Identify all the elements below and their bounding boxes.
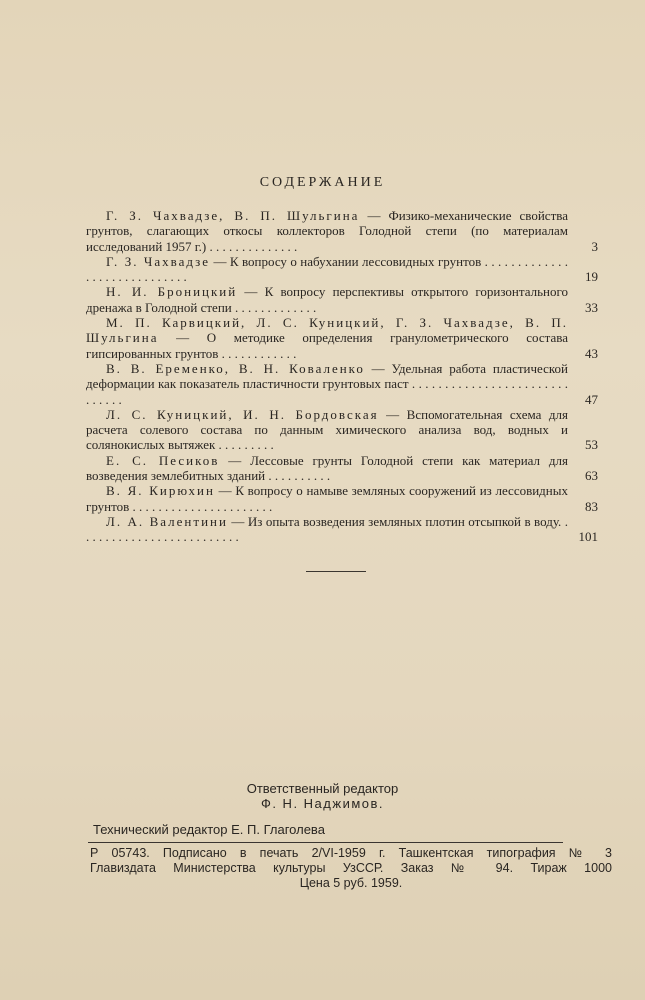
- toc-entry-page: 3: [591, 238, 598, 254]
- page-title: СОДЕРЖАНИЕ: [259, 175, 386, 190]
- toc-entry-authors: В. Я. Кирюхин: [106, 483, 215, 499]
- toc-entry-authors: Е. С. Песиков: [106, 452, 220, 468]
- toc-entry-page: 101: [578, 529, 598, 545]
- toc-entry-text: [86, 483, 568, 514]
- toc-entry-title: — Удельная работа пластической деформации как показатель пластичности грунтовых паст . . . . . . . . . . . . . . . . . . . . . . . . . . . . . .: [86, 360, 568, 407]
- toc-entry-authors: Г. З. Чахвадзе: [106, 253, 211, 269]
- toc-entry-page: 63: [585, 468, 598, 484]
- responsible-editor: [0, 781, 645, 811]
- toc-entry-text: [86, 514, 568, 545]
- toc-entry-page: 33: [585, 299, 598, 315]
- toc-entry-authors: Л. А. Валентини: [106, 513, 228, 529]
- toc-entry-text: [86, 254, 568, 285]
- toc-entry-title: — К вопросу о намыве земляных сооружений из лессовидных грунтов . . . . . . . . . . . . . . . . . . . . . .: [86, 483, 568, 514]
- imprint-block: [90, 846, 612, 891]
- toc-entry-page: 83: [585, 498, 598, 514]
- toc-entry-text: [86, 361, 568, 407]
- toc-entry: [86, 514, 598, 545]
- toc-entry: [86, 361, 598, 407]
- toc-entry: [86, 315, 598, 361]
- imprint-line: Р 05743. Подписано в печать 2/VI-1959 г. Ташкентская типография № 3: [90, 846, 612, 860]
- technical-editor: Технический редактор Е. П. Глаголева: [93, 822, 325, 837]
- toc-entry-text: [86, 208, 568, 254]
- toc-entry-title: — К вопросу о набухании лессовидных грунтов . . . . . . . . . . . . . . . . . . . . . . . . . . . . .: [86, 253, 568, 285]
- toc-entry-text: [86, 407, 568, 453]
- toc-entry: [86, 254, 598, 285]
- toc-entry: [86, 483, 598, 514]
- imprint-line: Главиздата Министерства культуры УзССР. Заказ № 94. Тираж 1000: [90, 861, 612, 875]
- toc-entry-title: — О методике определения гранулометрического состава гипсированных грунтов . . . . . . . . . . . .: [86, 330, 568, 361]
- toc-entry-text: [86, 284, 568, 315]
- imprint-price: Цена 5 руб. 1959.: [299, 876, 403, 890]
- editor-name: Ф. Н. Наджимов.: [260, 796, 385, 811]
- toc-entry-authors: В. В. Еременко, В. Н. Коваленко: [106, 360, 365, 376]
- toc-entry-text: [86, 453, 568, 484]
- toc-entry-title: — Из опыта возведения земляных плотин отсыпкой в воду. . . . . . . . . . . . . . . . . . . . . . . . . .: [86, 513, 568, 545]
- editor-label: Ответственный редактор: [246, 781, 399, 796]
- imprint-divider: [88, 842, 563, 843]
- toc-entry-title: — Физико-механические свойства грунтов, слагающих откосы коллекторов Голодной степи (по материалам исследований 1957 г.) . . . . . . . . . . . . . .: [86, 208, 568, 254]
- toc-entry: [86, 453, 598, 484]
- toc-entry-text: [86, 315, 568, 361]
- toc-entry-page: 53: [585, 437, 598, 453]
- toc-entry-authors: Г. З. Чахвадзе, В. П. Шульгина: [106, 208, 360, 223]
- toc-entry-authors: М. П. Карвицкий, Л. С. Куницкий, Г. З. Чахвадзе, В. П. Шульгина: [86, 315, 568, 346]
- toc-entry-title: — К вопросу перспективы открытого горизонтального дренажа в Голодной степи . . . . . . . . . . . . .: [86, 284, 568, 315]
- toc-entry-page: 19: [585, 269, 598, 285]
- section-divider: [306, 571, 366, 572]
- toc-entry-title: — Лессовые грунты Голодной степи как материал для возведения землебитных зданий . . . . . . . . . .: [86, 452, 568, 484]
- toc-entry-authors: Л. С. Куницкий, И. Н. Бордовская: [106, 406, 379, 422]
- toc-entry-title: — Вспомогательная схема для расчета солевого состава по данным химического анализа вод, водных и солянокислых вытяжек . . . . . . . . .: [86, 406, 569, 453]
- toc-entry-authors: Н. И. Броницкий: [106, 284, 238, 300]
- toc-entry: [86, 407, 598, 453]
- toc-entry: [86, 208, 598, 254]
- toc-entry-page: 47: [585, 391, 598, 407]
- table-of-contents: [86, 208, 598, 545]
- toc-entry-page: 43: [585, 345, 598, 361]
- toc-entry: [86, 284, 598, 315]
